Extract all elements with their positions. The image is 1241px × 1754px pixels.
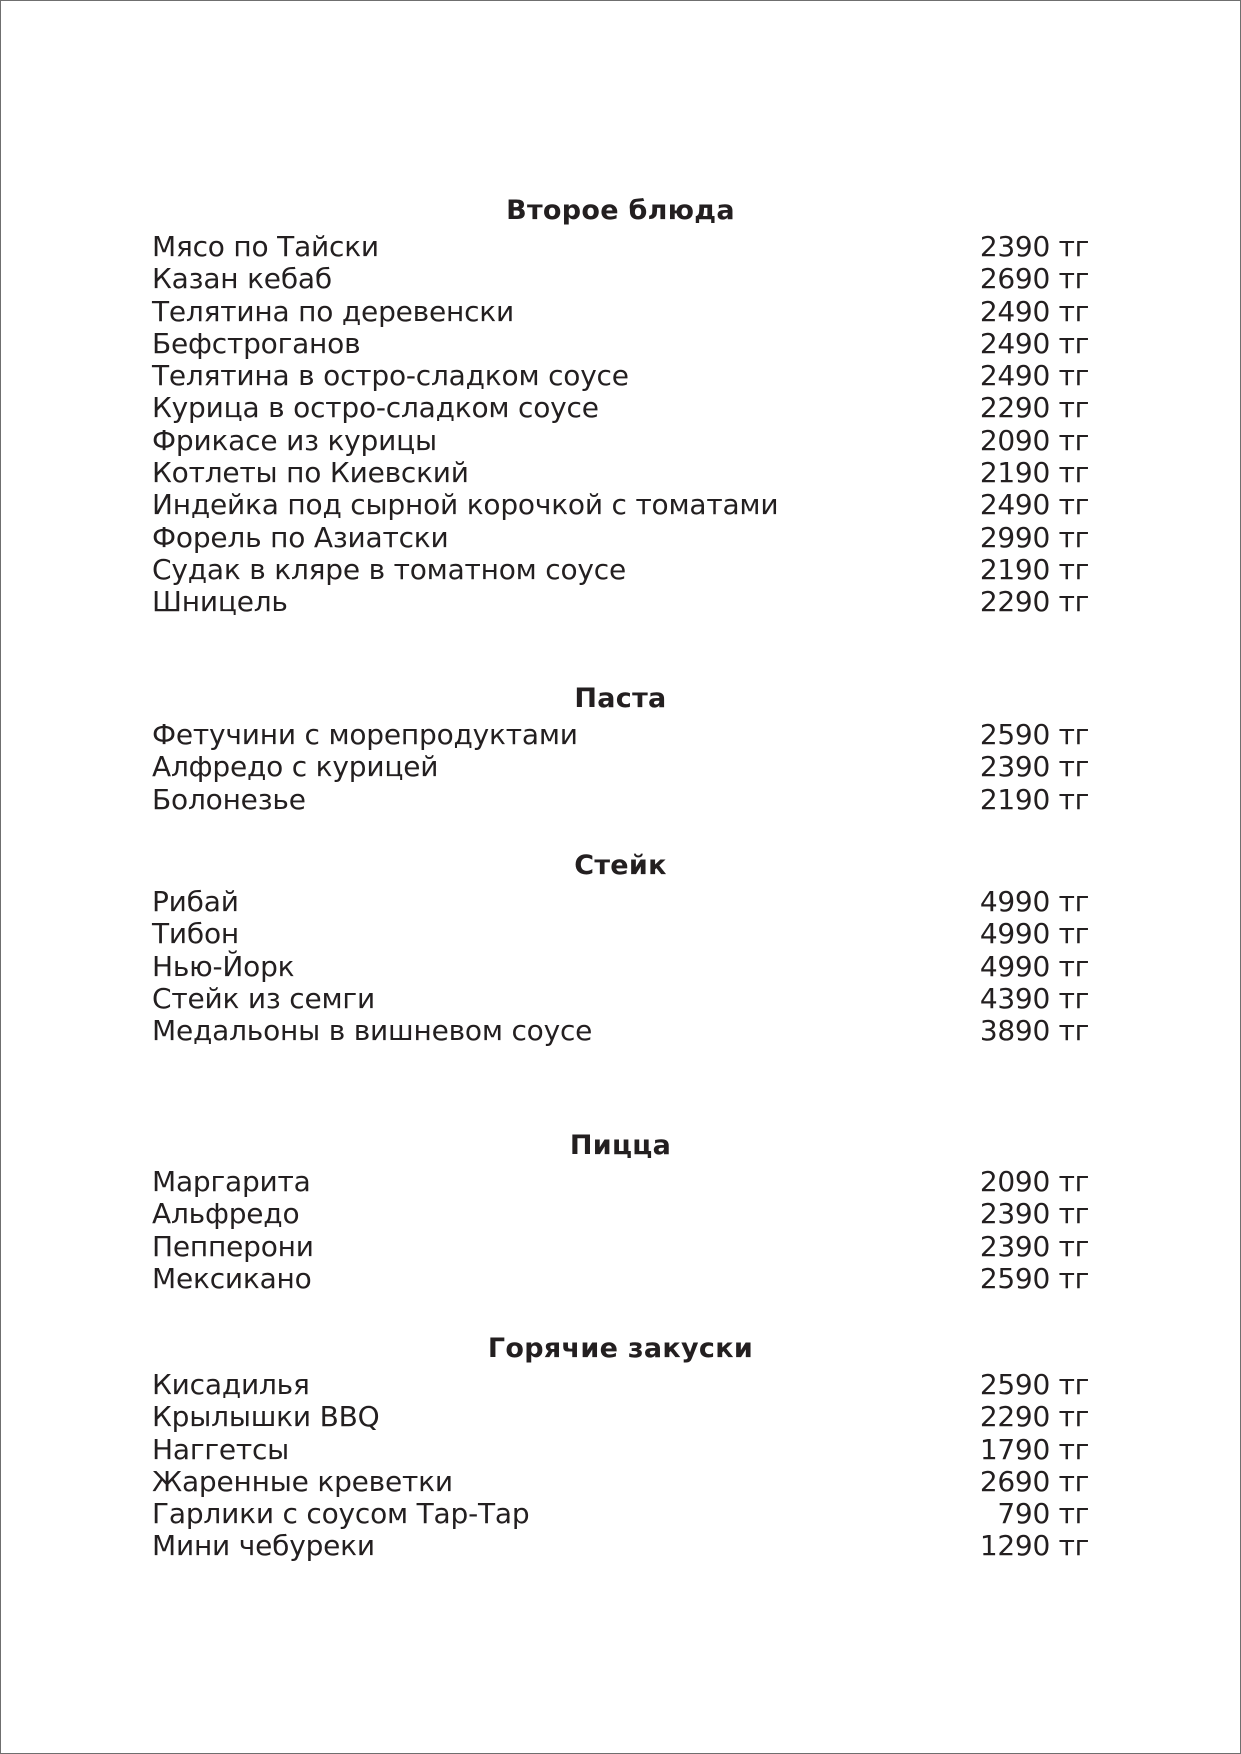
menu-item	[152, 1369, 1089, 1401]
item-name: Котлеты по Киевский	[152, 456, 469, 490]
item-price: 2390 тг	[979, 750, 1089, 784]
menu-item	[152, 951, 1089, 983]
menu-list	[152, 886, 1089, 1047]
item-name: Болонезье	[152, 782, 306, 816]
item-name: Бефстроганов	[152, 326, 361, 360]
item-price: 2590 тг	[979, 1261, 1089, 1295]
menu-item	[152, 784, 1089, 816]
item-name: Жаренные креветки	[152, 1464, 453, 1498]
section-title: Стейк	[574, 850, 667, 881]
menu-item	[152, 231, 1089, 263]
item-price: 2090 тг	[979, 1165, 1089, 1198]
menu-item	[152, 1466, 1089, 1498]
item-name: Курица в остро-сладком соусе	[152, 391, 599, 425]
item-price: 4990 тг	[979, 949, 1089, 983]
item-price: 790 тг	[997, 1497, 1089, 1531]
item-name: Альфредо	[152, 1197, 300, 1231]
menu-item	[152, 1198, 1089, 1230]
item-name: Медальоны в вишневом соусе	[152, 1014, 593, 1048]
menu-item	[152, 1166, 1089, 1198]
menu-item	[152, 983, 1089, 1015]
item-price: 2590 тг	[979, 718, 1089, 751]
menu-item	[152, 489, 1089, 521]
item-price: 2290 тг	[979, 1400, 1089, 1434]
section-hot-appetizers	[152, 1329, 1089, 1563]
section-title: Пицца	[569, 1130, 672, 1161]
item-name: Кисадилья	[152, 1368, 310, 1401]
section-title: Горячие закуски	[487, 1333, 754, 1364]
menu-item	[152, 1015, 1089, 1047]
item-price: 2290 тг	[979, 585, 1089, 619]
menu-item	[152, 457, 1089, 489]
item-price: 2490 тг	[979, 488, 1089, 522]
item-price: 2090 тг	[979, 423, 1089, 457]
menu-list	[152, 231, 1089, 619]
menu-list	[152, 719, 1089, 816]
item-price: 2390 тг	[979, 1229, 1089, 1263]
item-price: 4990 тг	[979, 917, 1089, 951]
item-price: 2190 тг	[979, 456, 1089, 490]
item-price: 2390 тг	[979, 1197, 1089, 1231]
item-price: 1290 тг	[979, 1529, 1089, 1563]
section-pizza	[152, 1126, 1089, 1295]
item-name: Алфредо с курицей	[152, 750, 439, 784]
item-price: 4390 тг	[979, 981, 1089, 1015]
section-main-courses	[152, 191, 1089, 619]
item-price: 2490 тг	[979, 326, 1089, 360]
item-name: Индейка под сырной корочкой с томатами	[152, 488, 779, 522]
menu-item	[152, 1231, 1089, 1263]
menu-item	[152, 586, 1089, 618]
item-name: Наггетсы	[152, 1432, 290, 1466]
menu-item	[152, 263, 1089, 295]
menu-item	[152, 1401, 1089, 1433]
item-name: Мексикано	[152, 1261, 312, 1295]
item-name: Рибай	[152, 885, 239, 918]
item-name: Шницель	[152, 585, 288, 619]
item-name: Мини чебуреки	[152, 1529, 375, 1563]
menu-list	[152, 1166, 1089, 1295]
item-price: 2190 тг	[979, 552, 1089, 586]
item-price: 2690 тг	[979, 262, 1089, 296]
section-title: Паста	[574, 683, 667, 714]
item-name: Телятина в остро-сладком соусе	[152, 359, 629, 393]
section-title: Второе блюда	[506, 195, 735, 226]
item-price: 4990 тг	[979, 885, 1089, 918]
item-price: 2290 тг	[979, 391, 1089, 425]
item-name: Фетучини с морепродуктами	[152, 718, 578, 751]
item-price: 2490 тг	[979, 294, 1089, 328]
item-name: Стейк из семги	[152, 981, 375, 1015]
item-name: Нью-Йорк	[152, 949, 295, 983]
item-name: Телятина по деревенски	[152, 294, 515, 328]
item-name: Маргарита	[152, 1165, 311, 1198]
item-name: Фрикасе из курицы	[152, 423, 437, 457]
item-price: 2590 тг	[979, 1368, 1089, 1401]
menu-item	[152, 554, 1089, 586]
menu-item	[152, 296, 1089, 328]
menu-item	[152, 328, 1089, 360]
menu-item	[152, 522, 1089, 554]
menu-item	[152, 719, 1089, 751]
item-price: 2690 тг	[979, 1464, 1089, 1498]
menu-item	[152, 918, 1089, 950]
item-name: Крылышки BBQ	[152, 1400, 380, 1434]
menu-list	[152, 1369, 1089, 1563]
menu-item	[152, 1530, 1089, 1562]
item-price: 3890 тг	[979, 1014, 1089, 1048]
item-price: 1790 тг	[979, 1432, 1089, 1466]
item-name: Казан кебаб	[152, 262, 332, 296]
item-name: Гарлики с соусом Тар-Тар	[152, 1497, 530, 1531]
section-steak	[152, 846, 1089, 1047]
menu-item	[152, 425, 1089, 457]
item-name: Судак в кляре в томатном соусе	[152, 552, 627, 586]
menu-item	[152, 1434, 1089, 1466]
item-name: Пепперони	[152, 1229, 314, 1263]
item-price: 2190 тг	[979, 782, 1089, 816]
item-price: 2490 тг	[979, 359, 1089, 393]
item-name: Форель по Азиатски	[152, 520, 449, 554]
item-price: 2990 тг	[979, 520, 1089, 554]
item-name: Тибон	[152, 917, 240, 951]
menu-item	[152, 1263, 1089, 1295]
menu-item	[152, 751, 1089, 783]
menu-item	[152, 886, 1089, 918]
item-price: 2390 тг	[979, 230, 1089, 263]
item-name: Мясо по Тайски	[152, 230, 379, 263]
menu-item	[152, 392, 1089, 424]
section-pasta	[152, 679, 1089, 816]
menu-item	[152, 1498, 1089, 1530]
menu-item	[152, 360, 1089, 392]
